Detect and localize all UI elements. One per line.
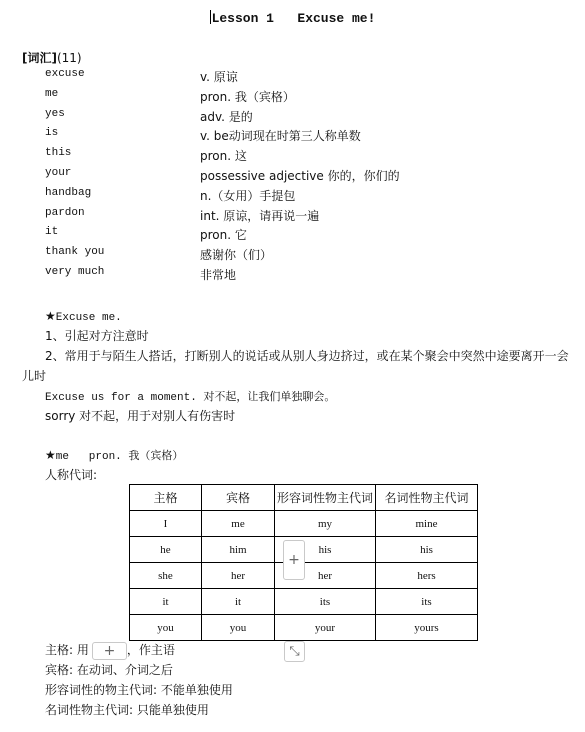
table-row bbox=[130, 589, 478, 615]
table-resize-handle[interactable] bbox=[284, 641, 305, 662]
vocab-word: excuse bbox=[45, 68, 85, 80]
vocab-meaning: pron. 它 bbox=[200, 228, 247, 243]
pronoun-subheading: 人称代词: bbox=[45, 468, 98, 482]
table-cell: yours bbox=[376, 615, 478, 641]
table-header-row bbox=[130, 485, 478, 511]
table-header: 形容词性物主代词 bbox=[275, 485, 376, 511]
vocab-meaning: possessive adjective 你的，你们的 bbox=[200, 168, 400, 183]
note-line: 1、引起对方注意时 bbox=[45, 329, 149, 343]
table-cell: her bbox=[275, 563, 376, 589]
table-cell: mine bbox=[376, 511, 478, 537]
table-cell: its bbox=[275, 589, 376, 615]
table-cell: his bbox=[275, 537, 376, 563]
table-cell: I bbox=[130, 511, 202, 537]
table-cell: it bbox=[202, 589, 275, 615]
note-me-heading bbox=[45, 445, 183, 467]
text-cursor bbox=[210, 10, 211, 24]
plus-icon: + bbox=[288, 552, 300, 568]
vocab-section-heading bbox=[22, 49, 82, 66]
note-sorry bbox=[45, 406, 235, 426]
star-icon: ★ bbox=[45, 309, 56, 323]
explanation-object: 宾格: 在动词、介词之后 bbox=[45, 663, 173, 677]
table-cell: you bbox=[202, 615, 275, 641]
vocab-meaning: 非常地 bbox=[200, 267, 237, 282]
explanation-noun-possessive: 名词性物主代词: 只能单独使用 bbox=[45, 703, 209, 717]
table-cell: hers bbox=[376, 563, 478, 589]
vocab-meaning: adv. 是的 bbox=[200, 109, 253, 124]
title-text: Lesson 1 Excuse me! bbox=[211, 11, 376, 26]
vocab-meaning: 感谢你（们） bbox=[200, 248, 273, 263]
note-line: 2、常用于与陌生人搭话，打断别人的说话或从别人身边挤过，或在某个聚会中突然中途要离开一会 bbox=[45, 349, 569, 363]
table-header: 名词性物主代词 bbox=[376, 485, 478, 511]
table-header: 宾格 bbox=[202, 485, 275, 511]
note-heading-text: Excuse me. bbox=[55, 312, 122, 324]
vocab-meaning: v. 原谅 bbox=[200, 70, 238, 84]
vocab-word: your bbox=[45, 166, 72, 179]
vocab-meaning: int. 原谅，请再说一遍 bbox=[200, 208, 320, 223]
table-cell: her bbox=[202, 563, 275, 589]
resize-icon: ⤡ bbox=[289, 644, 300, 659]
table-cell: he bbox=[130, 537, 202, 563]
vocab-meaning: v. be动词现在时第三人称单数 bbox=[200, 129, 361, 144]
vocab-word: this bbox=[45, 147, 72, 160]
explanation-adj-possessive: 形容词性的物主代词: 不能单独使用 bbox=[45, 683, 233, 697]
note-heading-text: me pron. 我（宾格） bbox=[55, 451, 184, 463]
insert-column-handle[interactable] bbox=[283, 540, 305, 580]
vocab-meaning: n.（女用）手提包 bbox=[200, 188, 296, 203]
table-cell: me bbox=[202, 511, 275, 537]
vocab-word: yes bbox=[45, 107, 65, 120]
vocab-word: is bbox=[45, 127, 59, 140]
vocab-word: very much bbox=[45, 265, 105, 278]
vocab-meaning: pron. 这 bbox=[200, 149, 247, 164]
table-cell: you bbox=[130, 615, 202, 641]
vocab-word: it bbox=[45, 226, 59, 239]
table-cell: my bbox=[275, 511, 376, 537]
document-title bbox=[0, 10, 585, 26]
note-line-wrap: 儿时 bbox=[22, 369, 47, 383]
note-excuse-me-heading bbox=[45, 306, 122, 328]
plus-icon: + bbox=[103, 643, 116, 659]
table-cell: his bbox=[376, 537, 478, 563]
vocab-word: pardon bbox=[45, 206, 85, 219]
table-cell: it bbox=[130, 589, 202, 615]
example-sentence: Excuse us for a moment. 对不起，让我们单独聊会。 bbox=[45, 392, 336, 404]
vocab-word: thank you bbox=[45, 246, 105, 259]
vocab-meaning: pron. 我（宾格） bbox=[200, 89, 295, 104]
vocab-word: me bbox=[45, 87, 59, 100]
table-cell: she bbox=[130, 563, 202, 589]
star-icon: ★ bbox=[45, 448, 56, 462]
explanation-text: ，作主语 bbox=[126, 643, 175, 657]
note-example bbox=[45, 386, 335, 408]
table-cell: him bbox=[202, 537, 275, 563]
explanation-text: 主格: 用 bbox=[45, 643, 89, 657]
table-cell: its bbox=[376, 589, 478, 615]
insert-row-handle[interactable] bbox=[92, 642, 127, 660]
table-row bbox=[130, 511, 478, 537]
table-header: 主格 bbox=[130, 485, 202, 511]
vocab-count: (11) bbox=[56, 51, 82, 65]
table-cell: your bbox=[275, 615, 376, 641]
sorry-line: sorry 对不起，用于对别人有伤害时 bbox=[45, 409, 236, 423]
vocab-label: [词汇] bbox=[22, 51, 57, 65]
vocab-word: handbag bbox=[45, 186, 92, 199]
table-row bbox=[130, 615, 478, 641]
